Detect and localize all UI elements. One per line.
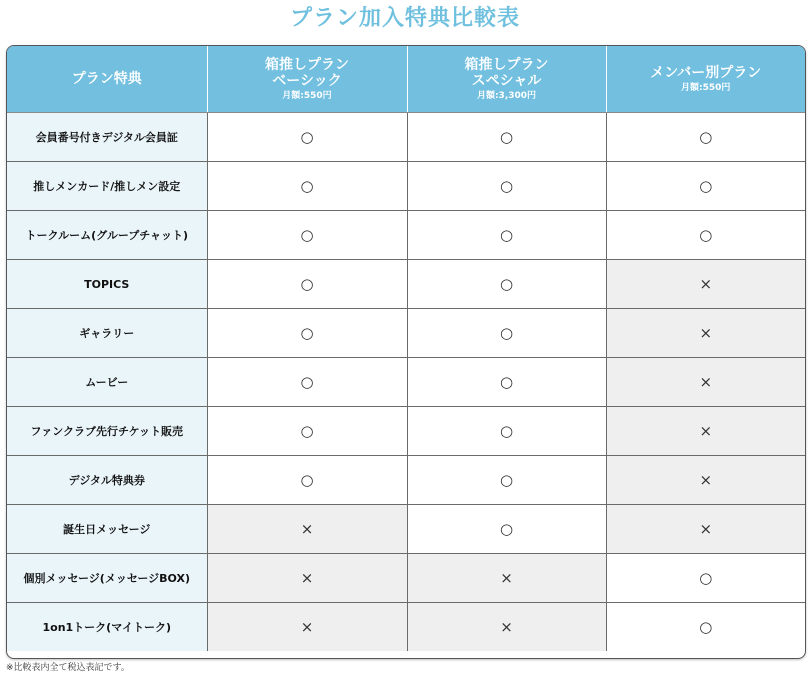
table-row	[7, 162, 805, 211]
page-title: プラン加入特典比較表	[289, 6, 520, 31]
available-mark: ○	[207, 162, 407, 211]
unavailable-mark: ×	[407, 554, 606, 603]
plan-name-line1: 箱推しプラン	[265, 56, 349, 73]
available-mark: ○	[407, 358, 606, 407]
available-mark: ○	[606, 113, 805, 162]
footnote: ※比較表内全て税込表記です。	[6, 663, 130, 673]
table-row	[7, 505, 805, 554]
table-row	[7, 260, 805, 309]
plan-price: 月額:3,300円	[476, 90, 537, 101]
feature-name: ファンクラブ先行チケット販売	[7, 407, 207, 456]
unavailable-mark: ×	[606, 260, 805, 309]
table-row	[7, 211, 805, 260]
plan-name-line1: メンバー別プラン	[650, 64, 762, 81]
unavailable-mark: ×	[606, 358, 805, 407]
unavailable-mark: ×	[207, 554, 407, 603]
feature-column-label: プラン特典	[71, 71, 142, 87]
plan-name-line2: スペシャル	[471, 72, 542, 89]
available-mark: ○	[207, 260, 407, 309]
available-mark: ○	[207, 456, 407, 505]
available-mark: ○	[407, 260, 606, 309]
feature-name: 個別メッセージ(メッセージBOX)	[7, 554, 207, 603]
available-mark: ○	[207, 407, 407, 456]
available-mark: ○	[407, 113, 606, 162]
plan-name-line2: ベーシック	[272, 72, 342, 89]
unavailable-mark: ×	[207, 505, 407, 554]
unavailable-mark: ×	[606, 505, 805, 554]
available-mark: ○	[407, 309, 606, 358]
available-mark: ○	[407, 407, 606, 456]
comparison-table	[6, 45, 806, 659]
table-row	[7, 407, 805, 456]
table-row	[7, 113, 805, 162]
table-row	[7, 309, 805, 358]
available-mark: ○	[606, 603, 805, 652]
available-mark: ○	[606, 554, 805, 603]
feature-name: 1on1トーク(マイトーク)	[7, 603, 207, 652]
feature-name: ギャラリー	[7, 309, 207, 358]
plan-price: 月額:550円	[282, 90, 332, 101]
table-row	[7, 603, 805, 652]
available-mark: ○	[207, 211, 407, 260]
feature-name: ムービー	[7, 358, 207, 407]
plan-name-line1: 箱推しプラン	[464, 56, 549, 73]
unavailable-mark: ×	[407, 603, 606, 652]
feature-name: 誕生日メッセージ	[7, 505, 207, 554]
feature-name: トークルーム(グループチャット)	[7, 211, 207, 260]
available-mark: ○	[606, 162, 805, 211]
available-mark: ○	[207, 113, 407, 162]
unavailable-mark: ×	[207, 603, 407, 652]
feature-name: TOPICS	[7, 260, 207, 309]
header-row	[7, 46, 805, 113]
plan-header-special	[407, 46, 606, 113]
table-row	[7, 554, 805, 603]
feature-name: 会員番号付きデジタル会員証	[7, 113, 207, 162]
feature-name: デジタル特典券	[7, 456, 207, 505]
unavailable-mark: ×	[606, 309, 805, 358]
plan-header-basic	[207, 46, 407, 113]
plan-price: 月額:550円	[681, 82, 731, 93]
available-mark: ○	[606, 211, 805, 260]
feature-column-header	[7, 46, 207, 113]
available-mark: ○	[407, 211, 606, 260]
available-mark: ○	[207, 309, 407, 358]
table-row	[7, 358, 805, 407]
plan-header-member	[606, 46, 805, 113]
available-mark: ○	[407, 456, 606, 505]
available-mark: ○	[407, 505, 606, 554]
feature-name: 推しメンカード/推しメン設定	[7, 162, 207, 211]
unavailable-mark: ×	[606, 456, 805, 505]
available-mark: ○	[207, 358, 407, 407]
unavailable-mark: ×	[606, 407, 805, 456]
table-row	[7, 456, 805, 505]
available-mark: ○	[407, 162, 606, 211]
